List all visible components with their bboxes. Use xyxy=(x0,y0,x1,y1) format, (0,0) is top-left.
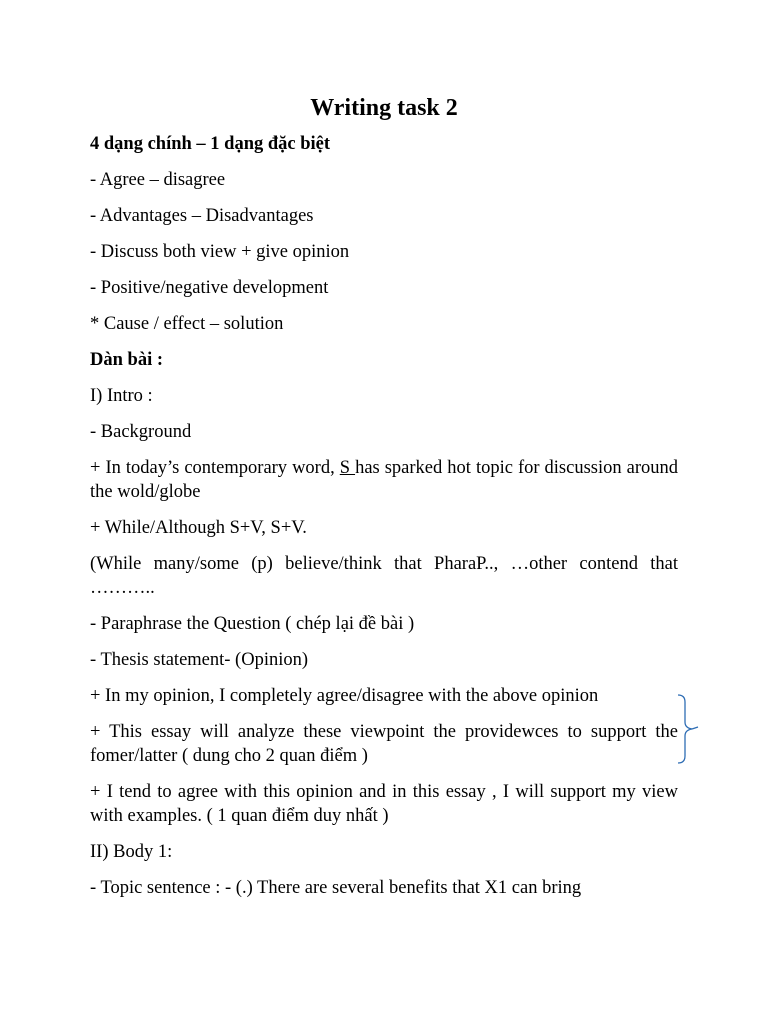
contemporary-before: + In today’s contemporary word, xyxy=(90,458,340,478)
types-heading: 4 dạng chính – 1 dạng đặc biệt xyxy=(90,134,331,154)
while-many-sentence: (While many/some (p) believe/think that PharaP.., …other contend that ……….. xyxy=(90,554,678,598)
document-body xyxy=(90,92,678,912)
subject-placeholder: S xyxy=(339,458,356,478)
intro-heading: I) Intro : xyxy=(90,386,153,406)
right-brace-icon xyxy=(676,694,700,764)
paraphrase-item: - Paraphrase the Question ( chép lại đề bài ) xyxy=(90,614,415,634)
opinion-item: + This essay will analyze these viewpoint the providewces to support the fomer/latter ( dung cho 2 quan điểm ) xyxy=(90,722,678,766)
thesis-item: - Thesis statement- (Opinion) xyxy=(90,650,309,670)
outline-heading: Dàn bài : xyxy=(90,350,163,370)
topic-sentence: - Topic sentence : - (.) There are several benefits that X1 can bring xyxy=(90,878,582,898)
body1-heading: II) Body 1: xyxy=(90,842,173,862)
type-item: - Positive/negative development xyxy=(90,278,329,298)
contemporary-sentence xyxy=(90,456,678,504)
page-title: Writing task 2 xyxy=(310,95,458,121)
contemporary-after: has sparked hot topic for discussion around the wold/globe xyxy=(90,458,679,502)
opinion-item: + In my opinion, I completely agree/disagree with the above opinion xyxy=(90,686,599,706)
background-item: - Background xyxy=(90,422,192,442)
opinion-item: + I tend to agree with this opinion and in this essay , I will support my view with examples. ( 1 quan điểm duy nhất ) xyxy=(90,782,678,826)
while-although-item: + While/Although S+V, S+V. xyxy=(90,518,307,538)
type-item: - Discuss both view + give opinion xyxy=(90,242,350,262)
type-item: * Cause / effect – solution xyxy=(90,314,284,334)
type-item: - Advantages – Disadvantages xyxy=(90,206,314,226)
type-item: - Agree – disagree xyxy=(90,170,226,190)
